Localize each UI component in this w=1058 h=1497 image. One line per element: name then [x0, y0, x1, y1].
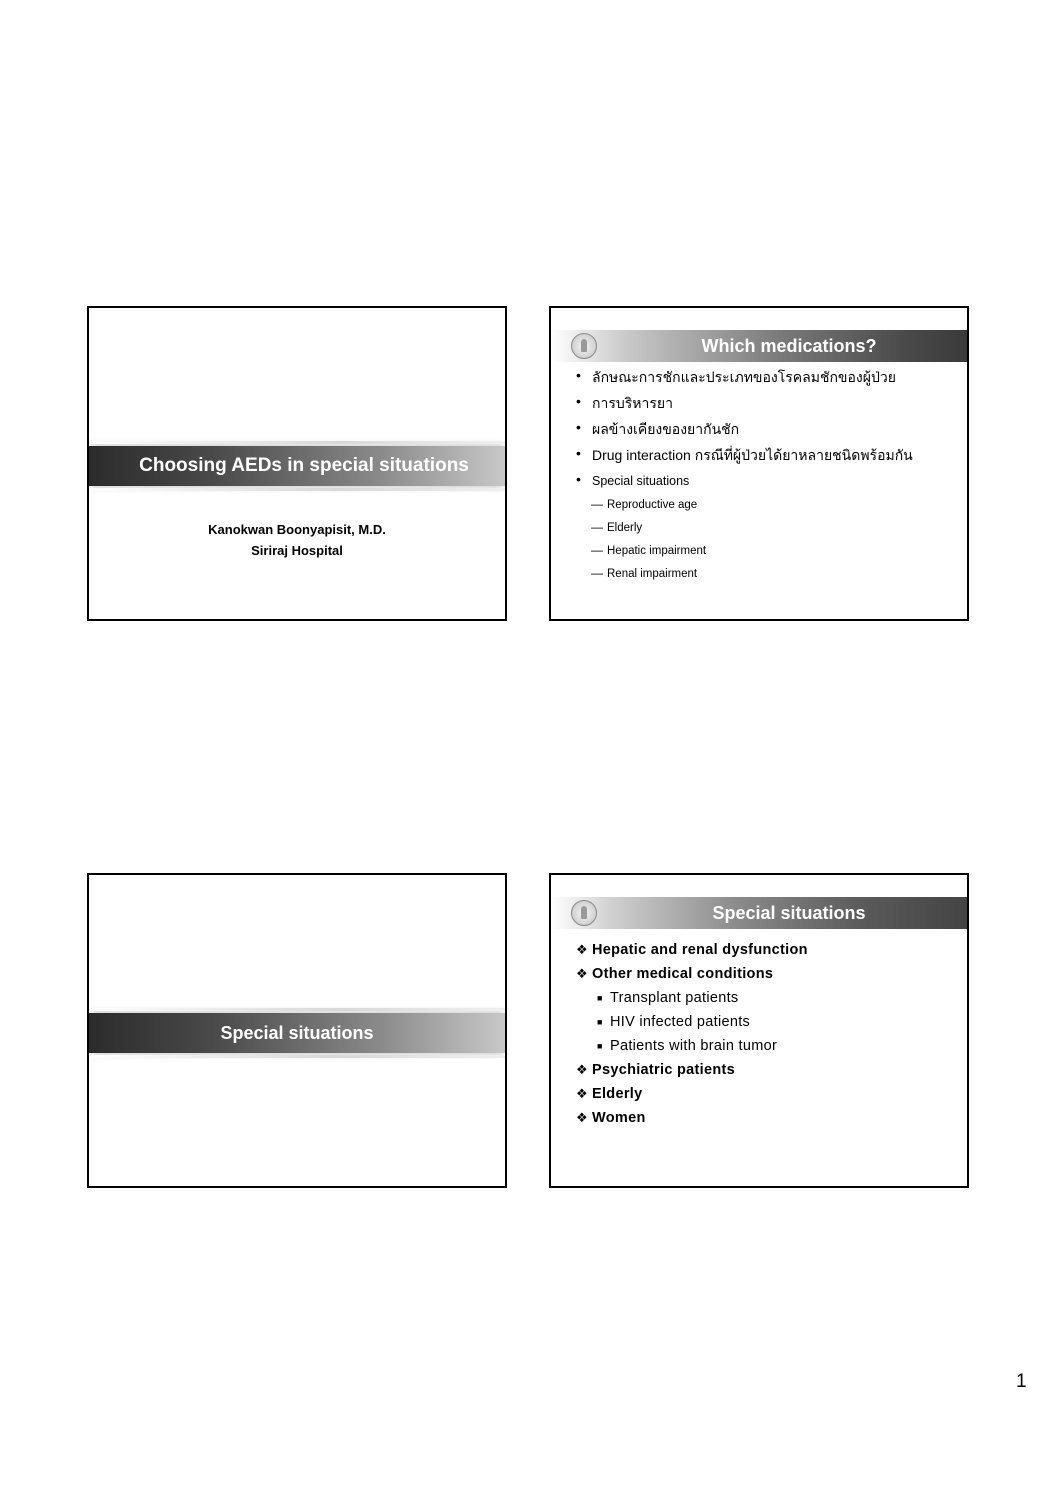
slide-header: [551, 330, 967, 362]
list-item: [551, 962, 967, 986]
list-item: [551, 364, 967, 390]
list-item: [551, 442, 967, 468]
list-item-text: Special situations: [592, 474, 690, 488]
diamond-bullet-icon: ❖: [576, 1062, 588, 1077]
list-subitem: [551, 563, 967, 586]
slide-heading: Which medications?: [701, 335, 877, 356]
list-item: [551, 416, 967, 442]
diamond-bullet-icon: ❖: [576, 1086, 588, 1101]
list-item-text: Reproductive age: [607, 499, 698, 511]
list-subitem: [551, 494, 967, 517]
slide-header: [551, 897, 967, 929]
byline: [89, 519, 505, 561]
diamond-bullet-icon: ❖: [576, 942, 588, 957]
slide-title: [87, 306, 507, 621]
list-item-text: HIV infected patients: [610, 1014, 751, 1030]
list-subitem: [551, 1034, 967, 1058]
list-item-text: Drug interaction กรณีที่ผู้ป่วยได้ยาหลายชนิดพร้อมกัน: [592, 447, 913, 463]
list-item-text: Hepatic and renal dysfunction: [592, 942, 808, 958]
slide-which-medications: [549, 306, 969, 621]
list-item-text: การบริหารยา: [592, 395, 673, 411]
list-item-text: Hepatic impairment: [607, 545, 707, 557]
list-item: [551, 1082, 967, 1106]
list-subitem: [551, 986, 967, 1010]
list-item-text: ผลข้างเคียงของยากันชัก: [592, 421, 740, 437]
slide-title-text: Special situations: [220, 1022, 374, 1043]
list-item-text: Other medical conditions: [592, 966, 774, 982]
list-item: [551, 938, 967, 962]
slide-heading: Special situations: [712, 902, 866, 923]
title-band: [89, 1013, 505, 1053]
list-subitem: [551, 517, 967, 540]
seal-icon: [571, 900, 597, 926]
list-subitem: [551, 540, 967, 563]
list-item: [551, 1058, 967, 1082]
list-item-text: Women: [592, 1110, 646, 1126]
bullet-icon: •: [576, 445, 581, 461]
slide-section: [87, 873, 507, 1188]
author: Kanokwan Boonyapisit, M.D.: [208, 522, 386, 537]
square-bullet-icon: ■: [597, 1017, 603, 1027]
bullet-list: [551, 364, 967, 586]
title-band: [89, 446, 505, 486]
list-item: [551, 1106, 967, 1130]
list-item-text: Transplant patients: [610, 990, 739, 1006]
slide-title-text: Choosing AEDs in special situations: [139, 455, 469, 476]
dash-icon: —: [591, 543, 603, 557]
affiliation: Siriraj Hospital: [251, 543, 343, 558]
list-item: [551, 390, 967, 416]
dash-icon: —: [591, 520, 603, 534]
list-item-text: Renal impairment: [607, 568, 698, 580]
list-item-text: Elderly: [592, 1086, 643, 1102]
bullet-icon: •: [576, 471, 581, 487]
diamond-bullet-icon: ❖: [576, 966, 588, 981]
list-item-text: Elderly: [607, 522, 643, 534]
bullet-icon: •: [576, 393, 581, 409]
square-bullet-icon: ■: [597, 1041, 603, 1051]
list-item: [551, 468, 967, 494]
bullet-list: [551, 938, 967, 1130]
page-number: 1: [1016, 1371, 1027, 1392]
list-subitem: [551, 1010, 967, 1034]
square-bullet-icon: ■: [597, 993, 603, 1003]
list-item-text: Psychiatric patients: [592, 1062, 735, 1078]
list-item-text: Patients with brain tumor: [610, 1038, 778, 1054]
dash-icon: —: [591, 566, 603, 580]
seal-icon: [571, 333, 597, 359]
diamond-bullet-icon: ❖: [576, 1110, 588, 1125]
list-item-text: ลักษณะการชักและประเภทของโรคลมชักของผู้ป่วย: [592, 369, 896, 385]
slide-special-situations: [549, 873, 969, 1188]
bullet-icon: •: [576, 419, 581, 435]
bullet-icon: •: [576, 367, 581, 383]
dash-icon: —: [591, 497, 603, 511]
